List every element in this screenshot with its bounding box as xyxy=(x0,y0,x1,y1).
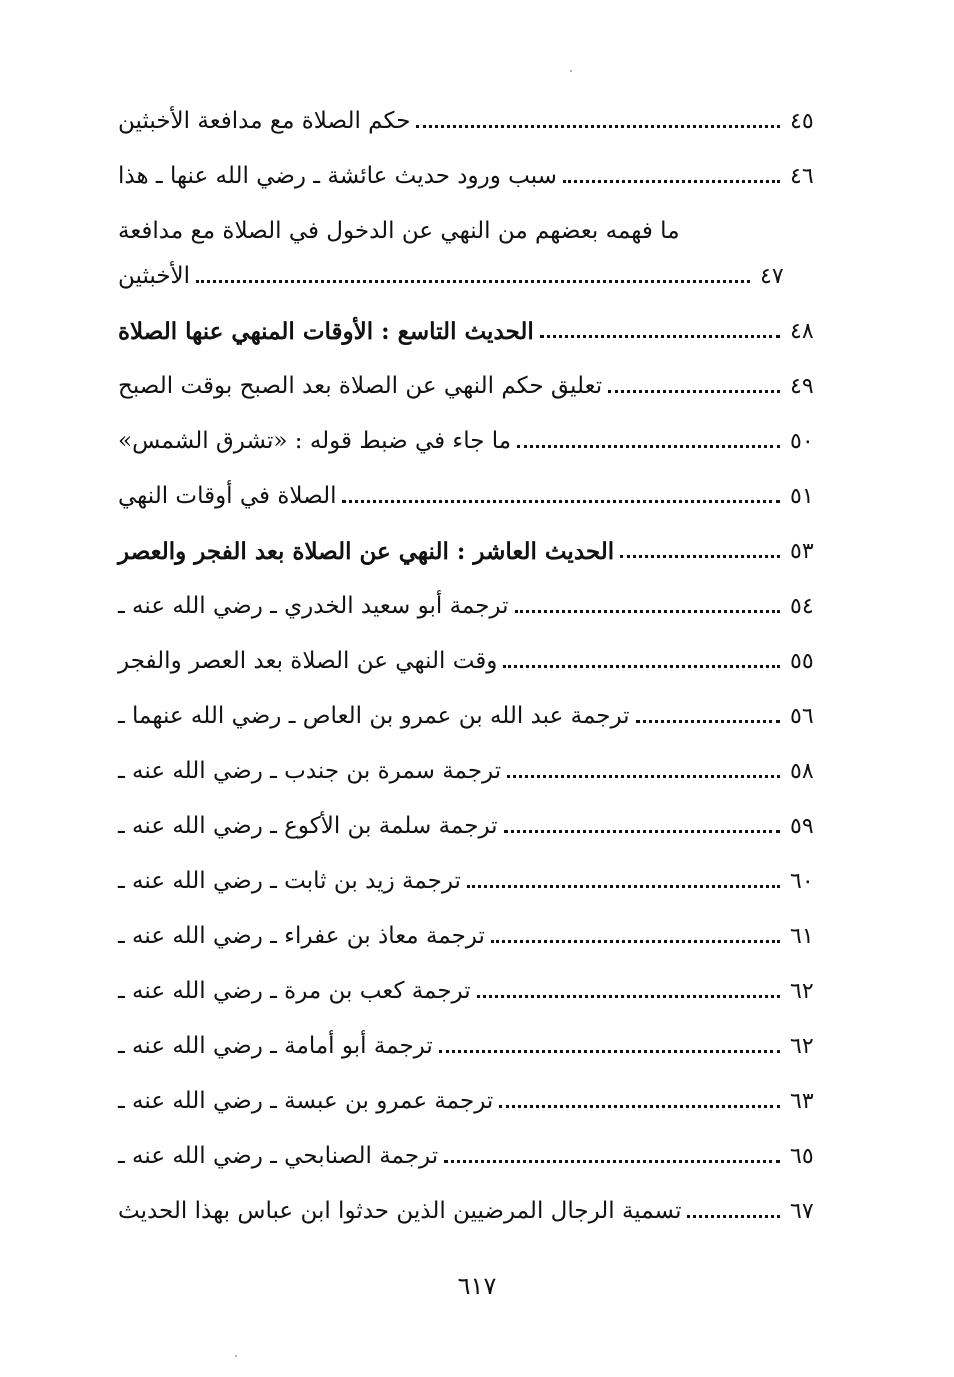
toc-entry-page: ٦٢ xyxy=(790,979,814,1004)
toc-entry-title: ترجمة أبو أمامة ـ رضي الله عنه ـ xyxy=(118,1033,433,1059)
dot-leader xyxy=(504,830,780,833)
dot-leader xyxy=(517,445,780,448)
dot-leader xyxy=(196,280,750,283)
toc-entry-title: ترجمة زيد بن ثابت ـ رضي الله عنه ـ xyxy=(118,868,461,894)
toc-entry xyxy=(118,143,834,198)
toc-entry-page: ٦٧ xyxy=(790,1199,814,1224)
toc-entry xyxy=(118,298,834,353)
toc-entry xyxy=(118,1068,834,1123)
toc-entry-title: ترجمة كعب بن مرة ـ رضي الله عنه ـ xyxy=(118,978,471,1004)
toc-entry-title-continuation: الأخبثين xyxy=(118,263,191,289)
toc-entry-page: ٦٠ xyxy=(790,869,814,894)
toc-entry-title: ترجمة سلمة بن الأكوع ـ رضي الله عنه ـ xyxy=(118,813,498,839)
toc-entry-title: الحديث العاشر : النهي عن الصلاة بعد الفجر والعصر xyxy=(118,538,615,565)
dot-leader xyxy=(540,335,780,338)
scan-speck xyxy=(235,1355,237,1357)
toc-entry-page: ٤٩ xyxy=(790,374,814,399)
toc-entry-title: وقت النهي عن الصلاة بعد العصر والفجر xyxy=(118,648,498,674)
dot-leader xyxy=(503,665,780,668)
toc-entry-continuation xyxy=(118,253,834,298)
dot-leader xyxy=(499,1105,780,1108)
toc-entry xyxy=(118,848,834,903)
dot-leader xyxy=(636,720,780,723)
toc-entry xyxy=(118,463,834,518)
toc-entry xyxy=(118,88,834,143)
toc-entry-title: حكم الصلاة مع مدافعة الأخبثين xyxy=(118,108,411,134)
toc-entry-title: ترجمة الصنابحي ـ رضي الله عنه ـ xyxy=(118,1143,439,1169)
toc-entry-page: ٦٥ xyxy=(790,1144,814,1169)
toc-entry-title: ما فهمه بعضهم من النهي عن الدخول في الصلاة مع مدافعة xyxy=(118,218,680,244)
scan-speck xyxy=(570,70,572,72)
toc-entry-title: ترجمة عبد الله بن عمرو بن العاص ـ رضي الله عنهما ـ xyxy=(118,703,630,729)
toc-entry xyxy=(118,1123,834,1178)
toc-entry xyxy=(118,628,834,683)
toc-entry-page: ٥٥ xyxy=(790,649,814,674)
toc-entry-title: تسمية الرجال المرضيين الذين حدثوا ابن عباس بهذا الحديث xyxy=(118,1198,682,1224)
toc-entry xyxy=(118,353,834,408)
toc-entry-title: ترجمة معاذ بن عفراء ـ رضي الله عنه ـ xyxy=(118,923,485,949)
toc-entry-title: ترجمة سمرة بن جندب ـ رضي الله عنه ـ xyxy=(118,758,502,784)
toc-entry-page: ٤٨ xyxy=(790,319,814,344)
dot-leader xyxy=(608,390,780,393)
toc-entry xyxy=(118,958,834,1013)
toc-entry-title: ما جاء في ضبط قوله : «تشرق الشمس» xyxy=(118,428,512,454)
dot-leader xyxy=(416,125,780,128)
dot-leader xyxy=(477,995,780,998)
toc-entry xyxy=(118,518,834,573)
toc-entry xyxy=(118,1013,834,1068)
dot-leader xyxy=(563,180,780,183)
page-number: ٦١٧ xyxy=(457,1272,497,1300)
dot-leader xyxy=(515,610,780,613)
toc-entry-page: ٥٦ xyxy=(790,704,814,729)
toc-entry-page: ٦١ xyxy=(790,924,814,949)
toc-entry xyxy=(118,198,834,253)
toc-entry-page: ٤٦ xyxy=(790,164,814,189)
toc-entry-title: الحديث التاسع : الأوقات المنهي عنها الصلاة xyxy=(118,318,534,345)
dot-leader xyxy=(491,940,780,943)
dot-leader xyxy=(342,500,780,503)
toc-entry-title: الصلاة في أوقات النهي xyxy=(118,483,337,509)
table-of-contents xyxy=(118,88,834,1233)
dot-leader xyxy=(620,555,780,558)
toc-entry-page: ٥٣ xyxy=(790,539,814,564)
dot-leader xyxy=(687,1215,780,1218)
toc-entry-page: ٥٤ xyxy=(790,594,814,619)
toc-entry-page: ٤٧ xyxy=(760,264,784,289)
toc-entry xyxy=(118,738,834,793)
toc-entry-title: ترجمة أبو سعيد الخدري ـ رضي الله عنه ـ xyxy=(118,593,509,619)
toc-entry-page: ٥١ xyxy=(790,484,814,509)
toc-entry xyxy=(118,408,834,463)
toc-entry-page: ٦٢ xyxy=(790,1034,814,1059)
toc-entry-title: تعليق حكم النهي عن الصلاة بعد الصبح بوقت الصبح xyxy=(118,373,603,399)
toc-entry-title: سبب ورود حديث عائشة ـ رضي الله عنها ـ هذا xyxy=(118,163,557,189)
toc-entry xyxy=(118,793,834,848)
dot-leader xyxy=(507,775,780,778)
toc-entry-page: ٦٣ xyxy=(790,1089,814,1114)
toc-entry xyxy=(118,683,834,738)
toc-entry xyxy=(118,1178,834,1233)
dot-leader xyxy=(444,1160,780,1163)
toc-entry-page: ٥٠ xyxy=(790,429,814,454)
toc-entry xyxy=(118,573,834,628)
toc-entry-title: ترجمة عمرو بن عبسة ـ رضي الله عنه ـ xyxy=(118,1088,494,1114)
toc-entry-page: ٥٩ xyxy=(790,814,814,839)
dot-leader xyxy=(439,1050,780,1053)
toc-entry-page: ٤٥ xyxy=(790,109,814,134)
toc-entry xyxy=(118,903,834,958)
toc-entry-page: ٥٨ xyxy=(790,759,814,784)
dot-leader xyxy=(467,885,780,888)
